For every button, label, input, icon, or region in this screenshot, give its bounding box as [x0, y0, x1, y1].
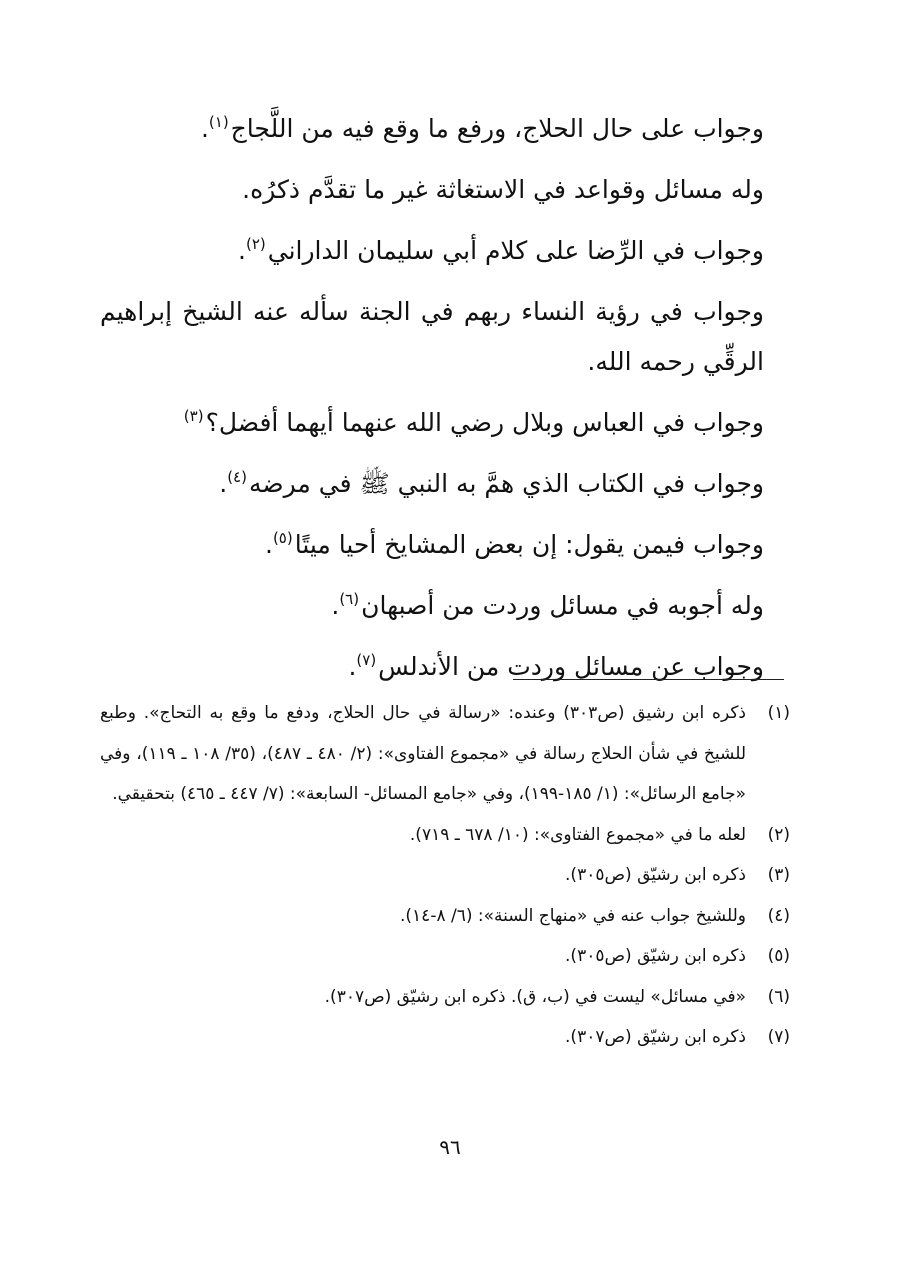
footnote-2	[100, 815, 790, 856]
paragraph-end: .	[200, 114, 209, 143]
footnote-text: «في مسائل» ليست في (ب، ق). ذكره ابن رشيّق (ص٣٠٧).	[324, 986, 746, 1007]
footnote-number: (٥)	[767, 946, 790, 966]
footnotes-section	[100, 693, 790, 1058]
footnote-marker: (١)	[208, 113, 229, 131]
paragraph-text: وجواب على حال الحلاج، ورفع ما وقع فيه من اللَّجاج	[230, 114, 764, 143]
footnote-number: (٢)	[767, 824, 790, 845]
footnote-1	[100, 693, 790, 815]
main-text	[100, 100, 810, 699]
paragraph-text: وله أجوبه في مسائل وردت من أصبهان	[361, 591, 764, 620]
paragraph-text: وجواب فيمن يقول: إن بعض المشايخ أحيا ميتًا	[294, 530, 764, 559]
footnote-7	[100, 1017, 790, 1058]
paragraph-text: وجواب عن مسائل وردت من الأندلس	[378, 652, 764, 681]
footnote-5	[100, 936, 790, 977]
paragraph-3	[100, 222, 810, 283]
paragraph-text: وجواب في رؤية النساء ربهم في الجنة سأله عنه الشيخ إبراهيم الرقِّي رحمه الله.	[100, 297, 764, 376]
footnote-marker: (٢)	[245, 235, 266, 253]
paragraph-end: .	[264, 530, 273, 559]
footnote-text: ذكره ابن رشيّق (ص٣٠٥).	[565, 946, 746, 966]
footnote-3	[100, 855, 790, 896]
paragraph-7	[100, 516, 810, 577]
footnote-marker: (٤)	[227, 468, 247, 486]
paragraph-2	[100, 161, 810, 222]
footnote-divider	[513, 679, 784, 680]
paragraph-text: وله مسائل وقواعد في الاستغاثة غير ما تقدَّم ذكرُه.	[242, 175, 764, 204]
footnote-number: (٤)	[767, 905, 790, 926]
footnote-4	[100, 896, 790, 937]
paragraph-8	[100, 577, 810, 638]
paragraph-text: وجواب في الرِّضا على كلام أبي سليمان الداراني	[267, 236, 764, 265]
paragraph-end: .	[348, 652, 357, 681]
footnote-text: ذكره ابن رشيق (ص٣٠٣) وعنده: «رسالة في حال الحلاج، ودفع ما وقع به التحاج». وطبع للشيخ في شأن الحلاج رسالة في «مجموع الفتاوى»: (٢/ ٤٨٠ ـ ٤٨٧)، (٣٥/ ١٠٨ ـ ١١٩)، وفي «جامع الرسائل»: (١/ ١٨٥-١٩٩)، وفي «جامع المسائل- السابعة»: (٧/ ٤٤٧ ـ ٤٦٥) بتحقيقي.	[100, 703, 747, 804]
footnote-marker: (٦)	[339, 590, 360, 608]
paragraph-4	[100, 287, 810, 390]
footnote-text: ذكره ابن رشيّق (ص٣٠٥).	[565, 865, 746, 885]
footnote-6	[100, 977, 790, 1018]
paragraph-text: وجواب في الكتاب الذي همَّ به النبي ﷺ في مرضه	[248, 469, 764, 498]
footnote-number: (٣)	[767, 865, 790, 885]
page-number: ٩٦	[439, 1135, 461, 1159]
footnote-marker: (٣)	[183, 407, 204, 425]
footnote-number: (١)	[767, 703, 790, 723]
paragraph-end: .	[238, 236, 246, 265]
paragraph-end: .	[219, 469, 228, 498]
footnote-marker: (٥)	[272, 529, 293, 547]
paragraph-9	[100, 638, 810, 699]
footnote-text: وللشيخ جواب عنه في «منهاج السنة»: (٦/ ٨-١٤).	[400, 905, 746, 926]
paragraph-text: وجواب في العباس وبلال رضي الله عنهما أيهما أفضل؟	[205, 408, 764, 437]
footnote-text: لعله ما في «مجموع الفتاوى»: (١٠/ ٦٧٨ ـ ٧١٩).	[409, 824, 746, 845]
footnote-number: (٧)	[767, 1027, 790, 1047]
paragraph-6	[100, 455, 810, 516]
paragraph-end: .	[331, 591, 340, 620]
footnote-text: ذكره ابن رشيّق (ص٣٠٧).	[565, 1027, 746, 1047]
footnote-marker: (٧)	[356, 651, 377, 669]
paragraph-5	[100, 394, 810, 455]
paragraph-1	[100, 100, 810, 161]
footnote-number: (٦)	[767, 986, 790, 1007]
